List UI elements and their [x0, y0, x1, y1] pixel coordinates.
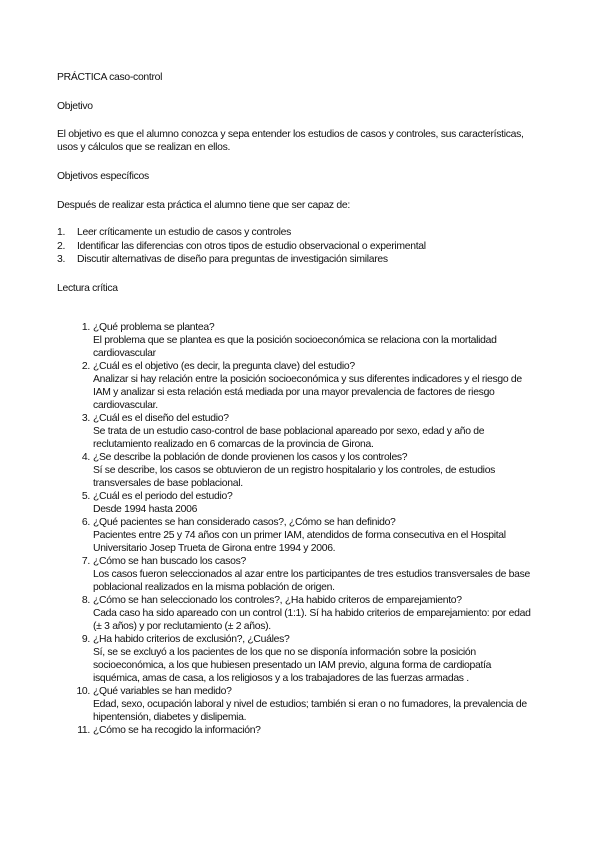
objetivos-intro: Después de realizar esta práctica el alumno tiene que ser capaz de:	[57, 200, 350, 211]
question-item	[70, 321, 540, 360]
question-text: ¿Qué pacientes se han considerado casos?, ¿Cómo se han definido?	[93, 517, 396, 528]
list-item-number: 1.	[57, 227, 66, 238]
answer-text: Los casos fueron seleccionados al azar entre los participantes de tres estudios transversales de base poblacional realizados en la misma población de origen.	[93, 569, 530, 593]
question-text: ¿Cómo se ha recogido la información?	[93, 725, 261, 736]
question-number: 4.	[81, 452, 90, 463]
answer-text: Cada caso ha sido apareado con un control (1:1). Sí ha habido criterios de emparejamiento: por edad (± 3 años) y por reclutamiento (± 2 años).	[93, 608, 531, 632]
list-item-text: Leer críticamente un estudio de casos y controles	[77, 227, 292, 238]
question-number: 7.	[81, 556, 90, 567]
question-text: ¿Qué variables se han medido?	[93, 686, 232, 697]
list-item	[57, 240, 426, 254]
question-item	[70, 555, 540, 594]
list-item-text: Identificar las diferencias con otros tipos de estudio observacional o experimental	[77, 240, 426, 252]
question-text: ¿Cómo se han buscado los casos?	[93, 556, 246, 567]
document-title: PRÁCTICA caso-control	[57, 72, 163, 83]
list-item-number: 2.	[57, 240, 66, 252]
question-item	[70, 412, 540, 451]
objetivo-text: El objetivo es que el alumno conozca y sepa entender los estudios de casos y controles, sus características, usos y cálculos que se realizan en ellos.	[57, 129, 524, 153]
question-number: 3.	[81, 413, 90, 424]
question-text: ¿Cuál es el objetivo (es decir, la pregunta clave) del estudio?	[93, 361, 355, 372]
answer-text: Analizar si hay relación entre la posición socioeconómica y sus diferentes indicadores y el riesgo de IAM y analizar si esta relación está mediada por una mayor prevalencia de factores de riesgo cardiovascular.	[93, 374, 522, 411]
question-number: 8.	[81, 595, 90, 606]
question-text: ¿Cuál es el diseño del estudio?	[93, 413, 229, 424]
answer-text: Desde 1994 hasta 2006	[93, 504, 198, 515]
question-number: 5.	[81, 491, 90, 502]
question-text: ¿Cómo se han seleccionado los controles?, ¿Ha habido criteros de emparejamiento?	[93, 595, 462, 606]
question-text: ¿Se describe la población de donde provienen los casos y los controles?	[93, 452, 408, 463]
list-item	[57, 226, 426, 240]
question-item	[70, 633, 540, 685]
question-text: ¿Qué problema se plantea?	[93, 322, 215, 333]
objetivos-especificos-heading: Objetivos específicos	[57, 171, 149, 182]
question-number: 9.	[81, 634, 90, 645]
question-item	[70, 594, 540, 633]
answer-text: Sí se describe, los casos se obtuvieron de un registro hospitalario y los controles, de estudios transversales de base poblacional.	[93, 465, 496, 489]
list-item	[57, 253, 426, 267]
answer-text: Se trata de un estudio caso-control de base poblacional apareado por sexo, edad y año de reclutamiento realizado en 6 comarcas de la provincia de Girona.	[93, 426, 485, 450]
question-number: 6.	[81, 517, 90, 528]
question-item	[70, 490, 540, 516]
question-number: 2.	[81, 361, 90, 372]
question-item	[70, 685, 540, 724]
answer-text: Pacientes entre 25 y 74 años con un primer IAM, atendidos de forma consecutiva en el Hospital Universitario Josep Trueta de Girona entre 1994 y 2006.	[93, 530, 506, 554]
question-text: ¿Ha habido criterios de exclusión?, ¿Cuáles?	[93, 634, 290, 645]
answer-text: Edad, sexo, ocupación laboral y nivel de estudios; también si eran o no fumadores, la prevalencia de hipentensión, diabetes y dislipemia.	[93, 699, 527, 723]
objetivo-heading: Objetivo	[57, 101, 93, 112]
answer-text: El problema que se plantea es que la posición socioeconómica se relaciona con la mortalidad cardiovascular	[93, 335, 497, 359]
question-item	[70, 451, 540, 490]
question-item	[70, 724, 540, 737]
list-item-text: Discutir alternativas de diseño para preguntas de investigación similares	[77, 254, 388, 265]
answer-text: Sí, se se excluyó a los pacientes de los que no se disponía información sobre la posición socioeconómica, a los que hubiesen presentado un IAM previo, alguna forma de cardiopatía isquémica, amas de casa, a los religiosos y a los trabajadores de las fuerzas armadas .	[93, 647, 492, 684]
lectura-critica-heading: Lectura crítica	[57, 283, 118, 294]
question-text: ¿Cuál es el periodo del estudio?	[93, 491, 233, 502]
lectura-question-list	[70, 321, 540, 737]
question-item	[70, 360, 540, 412]
question-item	[70, 516, 540, 555]
question-number: 11.	[77, 725, 90, 736]
question-number: 10.	[76, 686, 90, 697]
objetivos-list	[57, 226, 426, 267]
list-item-number: 3.	[57, 254, 66, 265]
question-number: 1.	[81, 322, 90, 333]
